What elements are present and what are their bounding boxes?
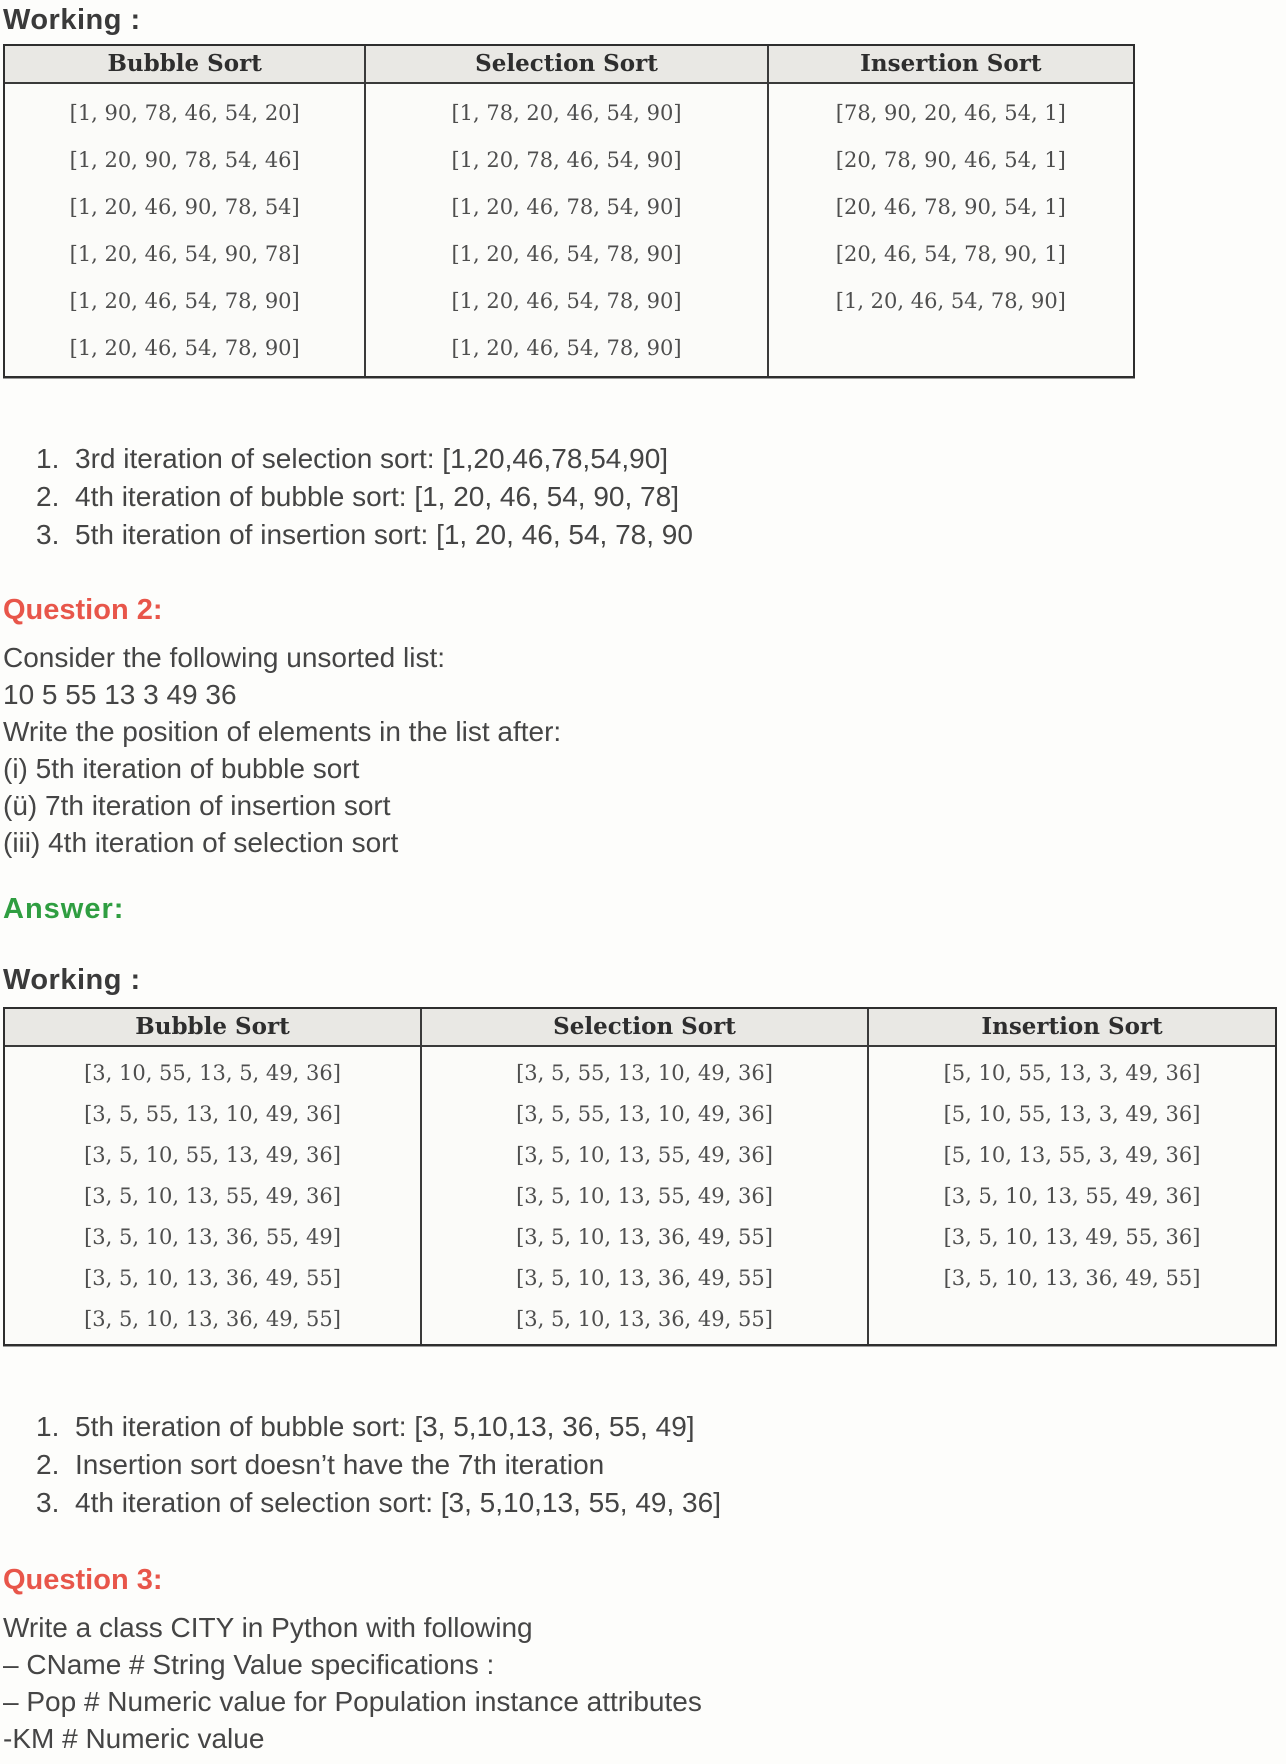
question-3-heading: Question 3: (3, 1564, 163, 1596)
question-2-heading: Question 2: (3, 594, 163, 626)
table-cell: [20, 46, 78, 90, 54, 1] (835, 195, 1066, 219)
bubble-sort-column (5, 46, 364, 376)
working-heading-2: Working : (3, 964, 141, 996)
list-item-number: 2. (36, 481, 60, 512)
table-cell: [1, 20, 46, 54, 78, 90] (835, 289, 1066, 313)
column-header-selection-sort: Selection Sort (366, 46, 766, 84)
table-cell: [3, 10, 55, 13, 5, 49, 36] (84, 1061, 341, 1085)
list-item-number: 1. (36, 1411, 60, 1442)
question-text-line: – CName # String Value specifications : (3, 1649, 495, 1680)
table-cell: [1, 78, 20, 46, 54, 90] (451, 101, 682, 125)
list-item-text: Insertion sort doesn’t have the 7th iteration (75, 1449, 605, 1480)
sort-table-2 (3, 1007, 1277, 1346)
table-cell: [1, 20, 46, 54, 78, 90] (451, 336, 682, 360)
table-cell: [3, 5, 10, 13, 36, 49, 55] (84, 1266, 341, 1290)
question-text-line: (ü) 7th iteration of insertion sort (3, 790, 391, 821)
table-cell: [1, 20, 78, 46, 54, 90] (451, 148, 682, 172)
list-item-number: 3. (36, 519, 60, 550)
table-cell: [3, 5, 10, 13, 36, 49, 55] (516, 1225, 773, 1249)
list-item-number: 2. (36, 1449, 60, 1480)
question-text-line: (iii) 4th iteration of selection sort (3, 827, 399, 858)
answer-heading: Answer: (3, 893, 125, 925)
table-cell: [3, 5, 10, 13, 36, 49, 55] (516, 1266, 773, 1290)
column-header-selection-sort: Selection Sort (422, 1009, 867, 1047)
table-cell: [3, 5, 10, 55, 13, 49, 36] (84, 1143, 341, 1167)
table-cell: [1, 20, 46, 78, 54, 90] (451, 195, 682, 219)
list-item-text: 3rd iteration of selection sort: [1,20,46,78,54,90] (75, 443, 669, 474)
question-2-body (3, 639, 1286, 861)
table-cell: [78, 90, 20, 46, 54, 1] (835, 101, 1066, 125)
list-item (36, 1484, 1286, 1522)
table-cell: [3, 5, 10, 13, 55, 49, 36] (84, 1184, 341, 1208)
column-header-bubble-sort: Bubble Sort (5, 46, 364, 84)
question-text-line: 10 5 55 13 3 49 36 (3, 679, 237, 710)
sort-table-1 (3, 44, 1135, 378)
question-text-line: Write the position of elements in the list after: (3, 716, 562, 747)
question-text-line: -KM # Numeric value (3, 1723, 265, 1754)
table-cell: [5, 10, 55, 13, 3, 49, 36] (943, 1102, 1201, 1126)
bubble-sort-column (5, 1009, 420, 1344)
answers-list-2 (3, 1408, 1286, 1522)
list-item-number: 1. (36, 443, 60, 474)
list-item (36, 1446, 1286, 1484)
question-3-body (3, 1609, 1286, 1757)
column-header-insertion-sort: Insertion Sort (869, 1009, 1275, 1047)
list-item-text: 4th iteration of bubble sort: [1, 20, 46, 54, 90, 78] (75, 481, 679, 512)
insertion-sort-column (767, 46, 1133, 376)
table-cell: [1, 20, 46, 54, 78, 90] (451, 289, 682, 313)
question-text-line: Consider the following unsorted list: (3, 642, 446, 673)
table-cell: [1, 20, 90, 78, 54, 46] (69, 148, 300, 172)
table-cell: [3, 5, 10, 13, 36, 49, 55] (516, 1307, 773, 1331)
question-text-line: – Pop # Numeric value for Population instance attributes (3, 1686, 702, 1717)
table-cell: [3, 5, 10, 13, 55, 49, 36] (516, 1143, 773, 1167)
table-cell: [5, 10, 13, 55, 3, 49, 36] (943, 1143, 1201, 1167)
table-cell: [3, 5, 55, 13, 10, 49, 36] (516, 1102, 773, 1126)
table-cell: [1, 90, 78, 46, 54, 20] (69, 101, 300, 125)
column-header-insertion-sort: Insertion Sort (769, 46, 1133, 84)
table-cell: [3, 5, 10, 13, 36, 55, 49] (84, 1225, 341, 1249)
table-cell: [5, 10, 55, 13, 3, 49, 36] (943, 1061, 1201, 1085)
table-cell: [3, 5, 10, 13, 49, 55, 36] (943, 1225, 1201, 1249)
column-header-bubble-sort: Bubble Sort (5, 1009, 420, 1047)
table-cell: [3, 5, 55, 13, 10, 49, 36] (84, 1102, 341, 1126)
table-cell: [1, 20, 46, 54, 78, 90] (69, 289, 300, 313)
question-text-line: (i) 5th iteration of bubble sort (3, 753, 360, 784)
list-item (36, 440, 1286, 478)
list-item (36, 478, 1286, 516)
table-cell: [1, 20, 46, 54, 78, 90] (451, 242, 682, 266)
table-cell: [3, 5, 10, 13, 55, 49, 36] (516, 1184, 773, 1208)
table-cell: [20, 78, 90, 46, 54, 1] (835, 148, 1066, 172)
table-cell: [3, 5, 10, 13, 55, 49, 36] (943, 1184, 1201, 1208)
answers-list-1 (3, 440, 1286, 554)
list-item-text: 5th iteration of insertion sort: [1, 20, 46, 54, 78, 90 (75, 519, 693, 550)
selection-sort-column (420, 1009, 867, 1344)
table-cell: [20, 46, 54, 78, 90, 1] (835, 242, 1066, 266)
question-text-line: Write a class CITY in Python with following (3, 1612, 533, 1643)
table-cell: [3, 5, 55, 13, 10, 49, 36] (516, 1061, 773, 1085)
list-item-text: 4th iteration of selection sort: [3, 5,10,13, 55, 49, 36] (75, 1487, 721, 1518)
list-item (36, 516, 1286, 554)
list-item-number: 3. (36, 1487, 60, 1518)
table-cell: [1, 20, 46, 54, 78, 90] (69, 336, 300, 360)
working-heading-1: Working : (3, 4, 141, 36)
selection-sort-column (364, 46, 766, 376)
list-item-text: 5th iteration of bubble sort: [3, 5,10,13, 36, 55, 49] (75, 1411, 695, 1442)
table-cell: [1, 20, 46, 90, 78, 54] (69, 195, 300, 219)
table-cell: [3, 5, 10, 13, 36, 49, 55] (84, 1307, 341, 1331)
list-item (36, 1408, 1286, 1446)
insertion-sort-column (867, 1009, 1275, 1344)
table-cell: [3, 5, 10, 13, 36, 49, 55] (943, 1266, 1201, 1290)
table-cell: [1, 20, 46, 54, 90, 78] (69, 242, 300, 266)
